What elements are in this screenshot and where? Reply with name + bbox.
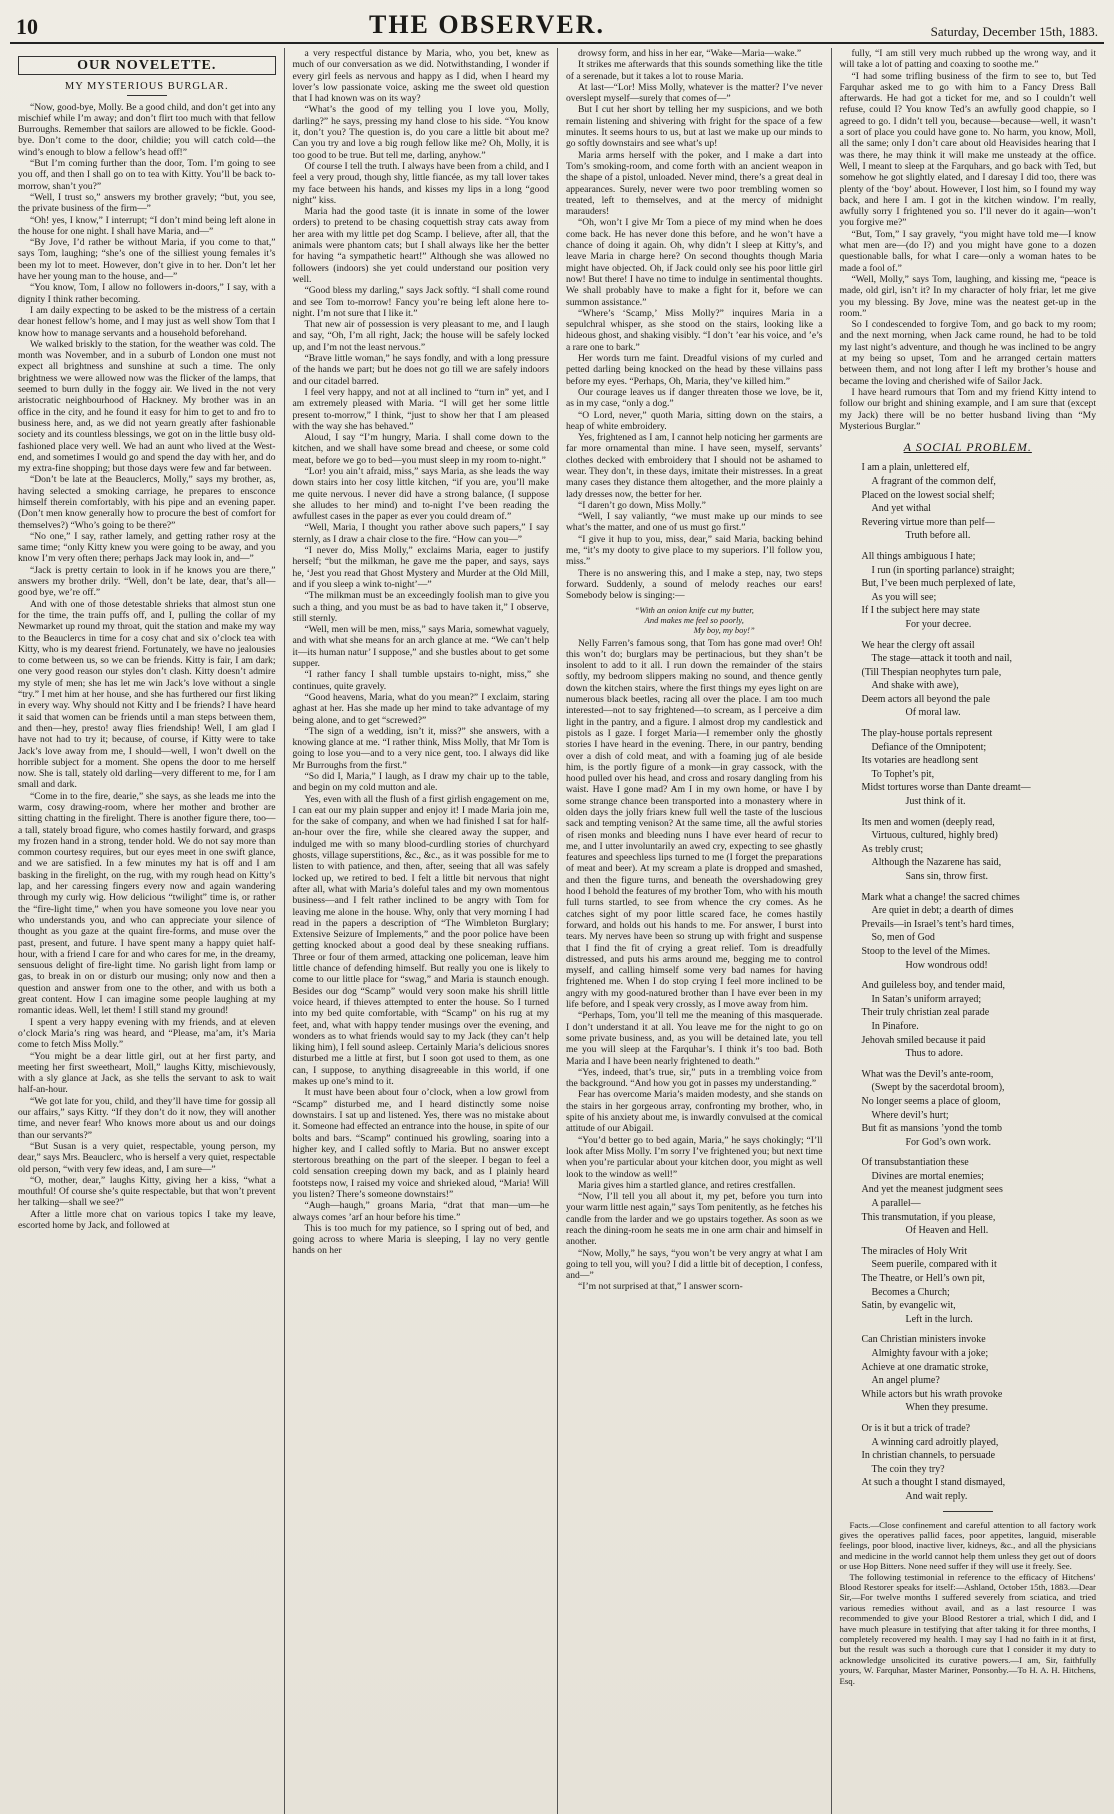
paragraph: “Well, Molly,” says Tom, laughing, and kissing me, “peace is made, old girl, isn’t it? In my character of holy friar, let me give you my blessing. By Jove, mine was the neatest get-up in the room.” (839, 273, 1096, 319)
poem-line: The miracles of Holy Writ (861, 1245, 967, 1257)
poem-line: But, I’ve been much perplexed of late, (861, 578, 1016, 590)
poem-line: Becomes a Church; (871, 1286, 950, 1298)
poem-line: In christian channels, to persuade (861, 1450, 996, 1462)
poem-line: Stoop to the level of the Mimes. (861, 945, 991, 957)
column-3 (557, 48, 831, 1814)
paragraph: “The milkman must be an exceedingly foolish man to give you such a thing, and you must be as bad to have taken it,” I observe, still sternly. (292, 590, 549, 624)
column-3-text-a (566, 48, 823, 602)
paragraph: Facts.—Close confinement and careful attention to all factory work gives the operatives pallid faces, poor appetites, languid, miserable feelings, poor blood, inactive liver, kidneys, &c., and all the physicians and medicine in the world cannot help them unless they get out of doors or use Hop Bitters. None need suffer if they will use it freely. See. (839, 1519, 1096, 1572)
poem-stanza (862, 979, 1097, 1061)
paragraph: Her words turn me faint. Dreadful visions of my curled and petted darling being knocked on the head by these villains pass before my eyes. “Perhaps, Oh, Maria, they’ve killed him.” (566, 353, 823, 387)
poem-line: If I the subject here may state (861, 605, 980, 617)
paragraph: I feel very happy, and not at all inclined to “turn in” yet, and I am extremely pleased with Maria. “I will get her some little present to-morrow,” I think, “just to show her that I am pleased with the way she has behaved.” (292, 386, 549, 432)
poem-line: (Till Thespian neophytes turn pale, (861, 666, 1002, 678)
poem-line: Left in the lurch. (905, 1313, 973, 1325)
poem-line: Virtuous, cultured, highly bred) (871, 830, 998, 842)
poem-line: An angel plume? (871, 1375, 940, 1387)
paragraph: At last—“Lor! Miss Molly, whatever is the matter? I’ve never overslept myself—surely that comes of—” (566, 81, 823, 105)
poem-line: Prevails—in Israel’s tent’s hard times, (861, 918, 1014, 930)
paragraph: a very respectful distance by Maria, who, you bet, knew as much of our conversation as we did. Notwithstanding, I wonder if every girl feels as nervous and happy as I did, when I heard my lover’s low passionate voice, asking me the sweet old question that I had known was on its way? (292, 48, 549, 105)
poem-line: The Theatre, or Hell’s own pit, (861, 1273, 985, 1285)
paragraph: The following testimonial in reference to the efficacy of Hitchens’ Blood Restorer speaks for itself:—Ashland, October 15th, 1883.—Dear Sir,—For twelve months I suffered severely from sciatica, and tried various remedies without avail, and as a last resource I was recommended to give your Blood Restorer a trial, which I did, and I have much pleasure in testifying that after taking it for three months, I completely recovered my health. I may say I had no faith in it at first, but the result was such a thorough cure that I consider it my duty to acknowledge unsolicited its curative powers.—I am, Sir, faithfully yours, W. Farquhar, Master Mariner, Ponsonby.—To H. A. H. Hitchens, Esq. (839, 1571, 1096, 1686)
paragraph: “Good bless my darling,” says Jack softly. “I shall come round and see Tom to-morrow! Fancy you’re being left alone here to-night. I’m not sure that I like it.” (292, 285, 549, 319)
poem-line: Just think of it. (905, 796, 966, 808)
poem-line: As you will see; (871, 591, 937, 603)
paragraph: “Jack is pretty certain to look in if he knows you are there,” answers my brother drily. “Well, don’t be late, dear, that’s all—good bye, we’re off.” (18, 564, 276, 599)
poem-line: Of moral law. (905, 707, 961, 719)
poem-line: I am a plain, unlettered elf, (861, 462, 970, 474)
poem-line: Where devil’s hurt; (871, 1109, 949, 1121)
poem-line: Almighty favour with a joke; (871, 1348, 989, 1360)
poem-line: No longer seems a place of gloom, (861, 1095, 1001, 1107)
poem-line: A fragrant of the common delf, (871, 475, 996, 487)
paragraph: “Good heavens, Maria, what do you mean?” I exclaim, staring aghast at her. Has she made up her mind to take advantage of my being alone, and to get “screwed?” (292, 691, 549, 726)
poem-line: And shake with awe), (871, 680, 959, 692)
poem-stanza (862, 1156, 1097, 1238)
paragraph: “So did I, Maria,” I laugh, as I draw my chair up to the table, and begin on my cold mutton and ale. (292, 771, 549, 794)
paragraph: fully, “I am still very much rubbed up the wrong way, and it will take a lot of patting and coaxing to soothe me.” (839, 48, 1096, 71)
poem-line: All things ambiguous I hate; (861, 550, 976, 562)
poem-stanza (862, 727, 1097, 809)
title-rule (127, 95, 167, 96)
poem-line: And wait reply. (905, 1490, 968, 1502)
advert-text (840, 1520, 1097, 1687)
paragraph: “I daren’t go down, Miss Molly.” (578, 499, 706, 511)
paragraph: “I’m not surprised at that,” I answer scorn- (578, 1281, 743, 1293)
paragraph: “What’s the good of my telling you I love you, Molly, darling?” he says, pressing my hand close to his side. “You know it, don’t you? The question is, do you care a little bit about me? Can you try and love a big rough fellow like me? Oh, Molly, it is too good to be true. But tell me, darling, anyhow.” (292, 104, 549, 161)
paragraph: “By Jove, I’d rather be without Maria, if you come to that,” says Tom, laughing; “she’s one of the silliest young females it’s been my lot to meet. However, don’t give in to her. Don’t let her have her young man to the house, and—” (18, 237, 276, 283)
paragraph: “I give it hup to you, miss, dear,” said Maria, backing behind me, “it’s my dooty to give place to my superiors. I’ll follow you, miss.” (566, 533, 823, 568)
paragraph: “Augh—haugh,” groans Maria, “drat that man—um—he always comes ’arf an hour before his time.” (292, 1200, 549, 1223)
paragraph: “Oh, won’t I give Mr Tom a piece of my mind when he does come back. He has never done this before, and he won’t have a chance of doing it again. Oh, why didn’t I sleep at Kitty’s, and leave Maria in charge here? On second thoughts though Maria might have objected. Oh, if Jack could only see his poor little girl now! But there! I have no time to indulge in sentimental thoughts. We shall probably have to make a fight for it, before we can summon assistance.” (566, 217, 823, 308)
poem-line: Or is it but a trick of trade? (861, 1422, 971, 1434)
newspaper-title: THE OBSERVER. (368, 10, 606, 39)
paragraph: “I rather fancy I shall tumble upstairs to-night, miss,” she continues, quite gravely. (292, 669, 549, 692)
paragraph: I am daily expecting to be asked to be the mistress of a certain dear honest fellow’s home, and I may just as well show Tom that I know how to manage servants and a household beforehand. (18, 304, 276, 339)
poem-line: Although the Nazarene has said, (871, 857, 1002, 869)
poem-line: A parallel— (871, 1198, 921, 1210)
page-number: 10 (16, 14, 38, 39)
poem-line: To Tophet’s pit, (871, 768, 935, 780)
paragraph: “Now, good-bye, Molly. Be a good child, and don’t get into any mischief while I’m away; and don’t flirt too much with that fellow Burroughs. Remember that sailors are allowed to be fickle. Good-bye. Don’t come to the door, childie; you will catch cold—the wind’s enough to blow a fellow’s head off!” (18, 101, 276, 158)
song-line: And makes me feel so poorly, (644, 614, 744, 625)
column-2 (284, 48, 558, 1814)
paragraph: Nelly Farren’s famous song, that Tom has gone mad over! Oh! this won’t do; burglars may be pertinacious, but they shan’t be insolent to add to it all. I run down the remainder of the stairs softly, my bedroom slippers making no sound, and thence gently down the kitchen stairs, where the first things my eyes light on are numerous black beetles, racing all over the place. I am too much interested—not to say frightened—to scream, as I perceive a dim light in the pantry, and a figure. I almost drop my candlestick and pistols as I gaze. I forget Maria—I remember only the ghostly stories I have heard in the evening. There, in our pantry, bending over a dish of cold meat, and with a foaming jug of ale beside him, is the portly figure of a monk—in gray cassock, with the hood pulled over his head, and cross and rosary dangling from his waist. Have I gone mad? Am I in my own home, or have I by some strange chance been transported into a monastery where in olden days the jolly friars knew full well the taste of the luscious sack and tempting venison? At the same time, all the awful stories of risen monks and bleeding nuns I have ever heard of recur to me, and I utter involuntarily an awed cry, expecting to see ghastly features and speechless lips turned to me (I forget the preparations of meat and beer). At my scream a plate is dropped and smashed, and then the figure turns, and beneath the overshadowing grey hood I behold the features of my brother Tom, who with his mouth full turns startled, to see from whence the cry comes. As he catches sight of my poor little scared face, he comes hastily forward, and holds out his hands to me. For answer, I burst into tears. My nerves have been so strung up with fright and suspense that I find the fit of crying a great relief. Tom is dreadfully distressed, and puts his arms around me, begging me to control myself, and calling himself some very bad names for having frightened me. When I do stop crying I feel more inclined to be angry with my good-natured brother than I have ever been in my life before, and I speak very crossly, as I move away from him. (566, 637, 823, 1011)
song-line: “With an onion knife cut my butter, (634, 604, 754, 615)
paragraph: “Don’t be late at the Beauclercs, Molly,” says my brother, as, having selected a smoking carriage, he prepares to ensconce himself therein comfortably, with his pipe and an evening paper. (Don’t men know generally how to procure the best of comfort for themselves?) “Who’s going to be there?” (18, 474, 276, 531)
poem-line: We hear the clergy oft assail (861, 639, 975, 651)
paragraph: Aloud, I say “I’m hungry, Maria. I shall come down to the kitchen, and we shall have some bread and cheese, or some cold meat, before we go to bed—you must sleep in my room to-night.” (292, 432, 549, 466)
paragraph: “Well, Maria, I thought you rather above such papers,” I say sternly, as I draw a chair close to the fire. “How can you—” (292, 522, 549, 545)
paragraph: “Well, men will be men, miss,” says Maria, somewhat vaguely, and with what she means for an arch glance at me. “We can’t help it—its human natur’ I suppose,” and she bustles about to get some supper. (292, 624, 549, 670)
poem-line: As trebly crust; (861, 843, 924, 855)
paragraph: I have heard rumours that Tom and my friend Kitty intend to follow our bright and shining example, and I am sure that (except my Jack) there will be no better husband living than “My Mysterious Burglar.” (839, 386, 1096, 432)
paragraph: This is too much for my patience, so I spring out of bed, and going across to where Maria is sleeping, I lay no very gentle hands on her (292, 1222, 549, 1257)
paragraph: “The sign of a wedding, isn’t it, miss?” she answers, with a knowing glance at me. “I rather think, Miss Molly, that Mr Tom is going to lose you—and to a very nice gent, too. I always did like Mr Burroughs from the first.” (292, 725, 549, 771)
poem-line: And guileless boy, and tender maid, (861, 980, 1005, 992)
paragraph: Fear has overcome Maria’s maiden modesty, and she stands on the stairs in her gorgeous array, confronting my brother, who, in spite of his anxiety about me, is inwardly convulsed at the comical attitude of our Abigail. (566, 1089, 823, 1135)
poem-stanza (862, 1333, 1097, 1415)
poem-line: Of transubstantiation these (861, 1157, 969, 1169)
paragraph: “Now, Molly,” he says, “you won’t be very angry at what I am going to tell you, will you? I did a little bit of deception, I confess, and—” (566, 1247, 823, 1282)
poem-line: In Satan’s uniform arrayed; (871, 993, 982, 1005)
paragraph: Of course I tell the truth. I always have been from a child, and I feel a very proud, though shy, little fiancée, as my tall lover takes my face between his hands, and kisses my lips in a long “good night” kiss. (292, 160, 549, 206)
paragraph: There is no answering this, and I make a step, nay, two steps forward. Suddenly, a sound of melody reaches our ears! Somebody below is singing:— (566, 567, 823, 602)
song-verse (566, 605, 823, 635)
paragraph: “Well, I trust so,” answers my brother gravely; “but, you see, the private business of the firm—” (18, 191, 276, 215)
paragraph: “You’d better go to bed again, Maria,” he says chokingly; “I’ll look after Miss Molly. I’m sorry I’ve frightened you; but next time when you’re particular about your kitchen door, you might as well look to the window as well!” (566, 1134, 823, 1180)
paragraph: But I cut her short by telling her my suspicions, and we both remain listening and shivering with fright for the space of a few minutes. It seems hours to us, but at last we make up our minds to go softly downstairs and see what’s up! (566, 104, 823, 150)
section-title: OUR NOVELETTE. (18, 56, 276, 75)
column-2-text (293, 48, 550, 1257)
column-1-text (18, 102, 276, 1232)
poem-line: And yet the meanest judgment sees (861, 1184, 1003, 1196)
paragraph: “We got late for you, child, and they’ll have time for gossip all our affairs,” says Kitty. “If they don’t do it now, they will another time, and never fear! Who knows more about us and our doings than our servants?” (18, 1095, 276, 1141)
paragraph: Our courage leaves us if danger threaten those we love, be it, as in my case, “only a dog.” (566, 386, 823, 410)
poem-line: Placed on the lowest social shelf; (861, 489, 995, 501)
poem-line: Their truly christian zeal parade (861, 1007, 990, 1019)
paragraph: “No one,” I say, rather lamely, and getting rather rosy at the same time; “only Kitty knew you were going to be away, and you know I’m very often there; perhaps Jack may look in, and—” (18, 530, 276, 565)
poem-line: Can Christian ministers invoke (861, 1334, 986, 1346)
poem-line: So, men of God (871, 932, 935, 944)
poem-line: Its votaries are headlong sent (861, 755, 979, 767)
poem-line: What was the Devil’s ante-room, (861, 1068, 994, 1080)
poem-line: For God’s own work. (905, 1136, 992, 1148)
poem-line: Divines are mortal enemies; (871, 1170, 984, 1182)
poem-line: A winning card adroitly played, (871, 1436, 999, 1448)
paragraph: So I condescended to forgive Tom, and go back to my room; and the next morning, when Jack came round, he had to be told my last night’s adventure, and though he was inclined to be angry at my being so upset, Tom and he arranged certain matters between them, and not long after I left my brother’s house and became the loving and cherished wife of Sailor Jack. (839, 319, 1096, 387)
poem-line: Defiance of the Omnipotent; (871, 741, 987, 753)
poem-line: Midst tortures worse than Dante dreamt— (861, 782, 1031, 794)
paragraph: “Brave little woman,” he says fondly, and with a long pressure of the hands we part; but he does not go till we are safely indoors and our citadel barred. (292, 353, 549, 387)
poem-stanza (862, 1245, 1097, 1327)
poem-stanza (862, 550, 1097, 632)
poem-line: Deem actors all beyond the pale (861, 693, 991, 705)
paragraph: Maria had the good taste (it is innate in some of the lower orders) to pretend to be chasing coquettish stray cats away from her area with my little pet dog Scamp. I believe, after all, that the animals were phantom cats; but I shall always like her the better for having “a sympathetic heart!” Although she was allowed no followers (indoors) she yet could understand our position very well. (292, 206, 549, 285)
paragraph: Yes, even with all the flush of a first girlish engagement on me, I can eat our my plain supper and enjoy it! I made Maria join me, for the sake of company, and when we had finished I sat for half-an-hour over the fire, while she cleared away the supper, and indulged me with so many blood-curdling stories of churchyard ghosts, village superstitions, &c., &c., as it was possible for me to listen to with patience, and then, after, seeing that all was safely locked up, we retired to bed. I felt a little bit nervous that night after all, what with Maria’s doleful tales and my own momentous business—and I felt rather inclined to be angry with Tom for leaving me alone in the house. Why, only that very morning I had read in the papers a description of “The Wimbleton Burglary; Extensive Seizure of Implements,” and the poor police have been getting knocked about a good deal by these sneaking ruffians. Three or four of them armed, attacking one policeman, leave him little chance of defending himself. But really you one is likely to come to our little place for “swag,” and Maria is staunch enough. Besides our dog “Scamp” would very soon make his shrill little voice heard, if thieves attempted to enter the house. So I turned into my bed quite comfortable, with “Scamp” on his rug at my feet, and, what with happy tender musings over the evening, and wonders as to what friends would say to my Jack (they can’t help liking him), I fell sound asleep. Certainly Maria’s delicious snores disturbed me a little at first, but I soon got used to them, as one can, I suppose, to anything disagreeable in this world, if one makes up one’s mind to it. (292, 793, 549, 1088)
paragraph: “O Lord, never,” quoth Maria, sitting down on the stairs, a heap of white embroidery. (566, 409, 823, 432)
poem-line: Revering virtue more than pelf— (861, 516, 995, 528)
paragraph: “I had some trifling business of the firm to see to, but Ted Farquhar asked me to go with him to a Fancy Dress Ball afterwards. He had got a ticket for me, and so I couldn’t well refuse, could I? You know Ted’s an awfully good chappie, so I agreed to go. I didn’t tell you, because—because—well, it wasn’t a sort of place you could have gone to. No harm, you know, Moll, all the same; only I don’t care about old Heavisides hearing that I was there, he may think it will make me unsteady at the office. Well, I meant to sleep at the Farquhars, and go back with Ted, but somehow he got slightly elated, and I daresay I did too, there was plenty of the ‘boy’ about. However, I lost him, so I found my way back, and here I am. I got in the kitchen window. I’m really, awfully sorry I frightened you so. I’ll never do it again—won’t you forgive me?” (839, 70, 1096, 229)
paragraph: “You know, Tom, I allow no followers in-doors,” I say, with a dignity I think rather becoming. (18, 282, 276, 305)
poem-line: Thus to adore. (905, 1048, 963, 1060)
paragraph: “Oh! yes, I know,” I interrupt; “I don’t mind being left alone in the house for one night. I shall have Maria, and—” (18, 214, 276, 237)
poem (840, 461, 1097, 1503)
paragraph: Yes, frightened as I am, I cannot help noticing her garments are far more ornamental than mine. I have seen, myself, servants’ clothes decked with embroidery that I should not be ashamed to wear. They don’t, in these days, imitate their mistresses. In a great many cases they distance them altogether, and the more plainly a lady dresses now, the better for her. (566, 432, 823, 500)
paragraph: “But, Tom,” I say gravely, “you might have told me—I know what men are—(do I?) and you might have gone to a dozen questionable balls, for what I care—only a woman hates to be made a fool of.” (839, 228, 1096, 274)
paragraph: “But I’m coming further than the door, Tom. I’m going to see you off, and then I shall go on to tea with Kitty. You’ll be back to-morrow, shan’t you?” (18, 158, 276, 192)
paragraph: “Lor! you ain’t afraid, miss,” says Maria, as she leads the way down stairs into her cosy little kitchen, “if you are, you’ll make me quite nervous. I never did have a strong balance, (I suppose she alludes to her mind) and to-night I’ve been reading the awfullest cases in the paper as ever you could dream of.” (292, 465, 549, 523)
poem-line: How wondrous odd! (905, 959, 988, 971)
poem-line: Achieve at one dramatic stroke, (861, 1361, 989, 1373)
paragraph: drowsy form, and hiss in her ear, “Wake—Maria—wake.” (578, 48, 802, 59)
poem-line: (Swept by the sacerdotal broom), (871, 1082, 1005, 1094)
poem-stanza (862, 639, 1097, 721)
masthead (10, 6, 1104, 44)
poem-stanza (862, 891, 1097, 973)
poem-stanza (862, 1422, 1097, 1504)
poem-line: Jehovah smiled because it paid (861, 1034, 986, 1046)
paragraph: It must have been about four o’clock, when a low growl from “Scamp” disturbed me, and I heard distinctly some noise downstairs. I sat up and listened. Yes, there was no mistake about it. Someone had effected an entrance into the house, in spite of our bolts and bars. “Scamp” continued his growling, soaring into a higher key, and I called softly to Maria. But no answer except stertorous breathing on the part of the sleeper. I began to feel a cold sensation creeping down my back, and as I plainly heard footsteps now, I raised my voice and shrieked aloud, “Maria! Will you listen? There’s someone downstairs!” (292, 1087, 549, 1200)
poem-line: Mark what a change! the sacred chimes (861, 891, 1020, 903)
paragraph: We walked briskly to the station, for the weather was cold. The month was November, and in a suburb of London one must not expect all brightness and sunshine at such a time. The only brightness we were allowed now was the flicker of the lamps, that seemed to burn dully in the foggy air. We lived in the not very aristocratic neighbourhood of Hackney. My brother was in an office in the city, and he found it easy for him to get to and fro to business here, and, as we did not yearn greatly after fashionable society and its countless blessings, we got on in the little busy old-fashioned place very well. We had an aunt who lived at the West-end, and sometimes I would go and spend the day with her, and do my extra-fine shopping; but those days were few and far between. (18, 338, 276, 475)
poem-line: For your decree. (905, 618, 972, 630)
paragraph: “Yes, indeed, that’s true, sir,” puts in a trembling voice from the background. “And how you got in passes my understanding.” (566, 1066, 823, 1090)
issue-date: Saturday, December 15th, 1883. (930, 24, 1098, 39)
story-title: MY MYSTERIOUS BURGLAR. (64, 81, 229, 93)
paragraph: After a little more chat on various topics I take my leave, escorted home by Jack, and followed at (18, 1208, 276, 1231)
paragraph: Maria gives him a startled glance, and retires crestfallen. (578, 1179, 796, 1191)
poem-line: I run (in sporting parlance) straight; (871, 564, 1015, 576)
poem-line: The play-house portals represent (861, 728, 993, 740)
poem-line: At such a thought I stand dismayed, (861, 1477, 1006, 1489)
paragraph: “You might be a dear little girl, out at her first party, and meeting her first sweetheart, Moll,” laughs Kitty, mischievously, with a sly glance at Jack, as she tells the servant to ask to wait half-an-hour. (18, 1050, 276, 1096)
poem-line: Seem puerile, compared with it (871, 1259, 997, 1271)
paragraph: “Now, I’ll tell you all about it, my pet, before you turn into your warm little nest again,” says Tom penitently, as he fetches his candle from the larder and we go upstairs together. As soon as we reach the dining-room he seats me in one arm chair and himself in another. (566, 1191, 823, 1248)
paragraph: It strikes me afterwards that this sounds something like the title of a serenade, but it takes a lot to rouse Maria. (566, 59, 823, 82)
poem-stanza (862, 461, 1097, 543)
poem-stanza (862, 1068, 1097, 1150)
paragraph: “O, mother, dear,” laughs Kitty, giving her a kiss, “what a mouthful! Of course she’s quite respectable, but that won’t prevent her talking—shall we see?” (18, 1174, 276, 1209)
poem-line: But fit as mansions ’yond the tomb (861, 1123, 1003, 1135)
column-1 (10, 48, 284, 1814)
poem-line: In Pinafore. (871, 1020, 919, 1032)
poem-line: Of Heaven and Hell. (905, 1225, 989, 1237)
poem-line: The coin they try? (871, 1463, 945, 1475)
column-4 (831, 48, 1105, 1814)
poem-title: A SOCIAL PROBLEM. (903, 440, 1032, 455)
column-4-text (840, 48, 1097, 432)
paragraph: “Well, I say valiantly, “we must make up our minds to see what’s the matter, and one of us must go first.” (566, 511, 823, 534)
paragraph: “I never do, Miss Molly,” exclaims Maria, eager to justify herself; “but the milkman, he gave me the paper, and says, says he, ‘Jest you read that Ghost Mystery and Murder at the Old Mill, and if you sleep a wink to-night’—” (292, 545, 549, 590)
paragraph: “Come in to the fire, dearie,” she says, as she leads me into the warm, cosy drawing-room, where her mother and brother are sitting chatting in the firelight. There is another figure there, too—a tall, stately broad figure, who comes hastily forward, and grasps my frozen hand in a strong, tender hold. We do not say more than common courtesy requires, but our eyes meet in one swift glance, and we are satisfied. In a few minutes my hat is off and I am basking in the firelight, on the rug, with my rough head on Kitty’s lap, and her caressing fingers every now and again wandering through my curly wig. How delicious “twilight” time is, or rather the “fire-light time,” when you have someone you love near you who understands you, and who can appreciate your silence of thought as you gaze at the quaint fire-forms, and muse over the past, present, and future. I have spent many a happy quiet half-hour, with a friend I care for and who cares for me, in the dreamy, sensuous delight of fire-light time. No garish light from lamp or gas, to break in on or disturb our musing; only now and then a question and answer from one to the other, and with us both a great content. How I can imagine some people laughing at my romantic ideas. Well, let them! I still stand my ground! (18, 790, 276, 1017)
poem-line: And yet withal (871, 503, 931, 515)
divider (943, 1511, 993, 1512)
poem-line: Its men and women (deeply read, (861, 816, 995, 828)
paragraph: “Perhaps, Tom, you’ll tell me the meaning of this masquerade. I don’t understand it at all. You leave me for the night to go on some private business, and, as you will be detained late, you tell me you will sleep at the Farquhar’s. I think it’s too bad. Both Maria and I have been nearly frightened to death.” (566, 1010, 823, 1067)
poem-line: Sans sin, throw first. (905, 871, 988, 883)
poem-line: This transmutation, if you please, (861, 1211, 996, 1223)
poem-line: Truth before all. (905, 530, 971, 542)
paragraph: That new air of possession is very pleasant to me, and I laugh and say, “Oh, I’m all right, Jack; the house will be safely locked up, and I’m not the least nervous.” (292, 319, 549, 353)
paragraph: Maria arms herself with the poker, and I make a dart into Tom’s smoking-room, and come forth with an ancient weapon in the shape of a pistol, unloaded. Never mind, there’s a great deal in appearances. Surely, never were two poor trembling women so treated, left to themselves, and at the mercy of midnight marauders! (566, 149, 823, 218)
poem-line: Satin, by evangelic wit, (861, 1300, 956, 1312)
poem-line: The stage—attack it tooth and nail, (871, 653, 1013, 665)
column-3-text-b (566, 638, 823, 1293)
paragraph: “But Susan is a very quiet, respectable, young person, my dear,” says Mrs. Beauclerc, who is herself a very quiet, respectable old person, “with very few ideas, and, I am sure—” (18, 1140, 276, 1175)
paragraph: “Where’s ‘Scamp,’ Miss Molly?” inquires Maria in a sepulchral whisper, as she stood on the stairs, looking like a hideous ghost, and shaking visibly. “I don’t ’ear his voice, and ’e’s a rare one to bark.” (566, 307, 823, 353)
columns (10, 48, 1104, 1814)
paragraph: I spent a very happy evening with my friends, and at eleven o’clock Maria’s ring was heard, and “Please, ma’am, it’s Maria come to fetch Miss Molly.” (18, 1016, 276, 1051)
paragraph: And with one of those detestable shrieks that almost stun one for the time, the train puffs off, and I, pulling the collar of my Newmarket up round my throat, quit the station and make my way to the Beauclercs in time for a cosy chat and six o’clock tea with Kitty, who is my dearest friend. Fortunately, we have no jealousies to come between us, so we can be friends. Kitty is fair, I am dark; one very good reason our styles don’t clash. Kitty doesn’t admire my style of men; she has let me win Jack’s love without a single “try.” I met him at her house, and she has furthered our first liking in every way. Why should not Kitty and I be friends? I have heard it said that women can be friends until a man steps between them, and then—hey, presto! away flies friendship! Well, I am glad I have not had to try it; because, of course, if Kitty were to take Jack’s love away from me, I should—well, I won’t dwell on the horrible subject for a moment. She opens the door to me herself now. She is tall, stately old darling—very different to me, for I am small and dark. (18, 598, 276, 791)
poem-line: Are quiet in debt; a dearth of dimes (871, 905, 1014, 917)
poem-line: When they presume. (905, 1402, 988, 1414)
poem-line: While actors but his wrath provoke (861, 1388, 1003, 1400)
poem-stanza (862, 816, 1097, 884)
song-line: My boy, my boy!” (693, 624, 755, 635)
